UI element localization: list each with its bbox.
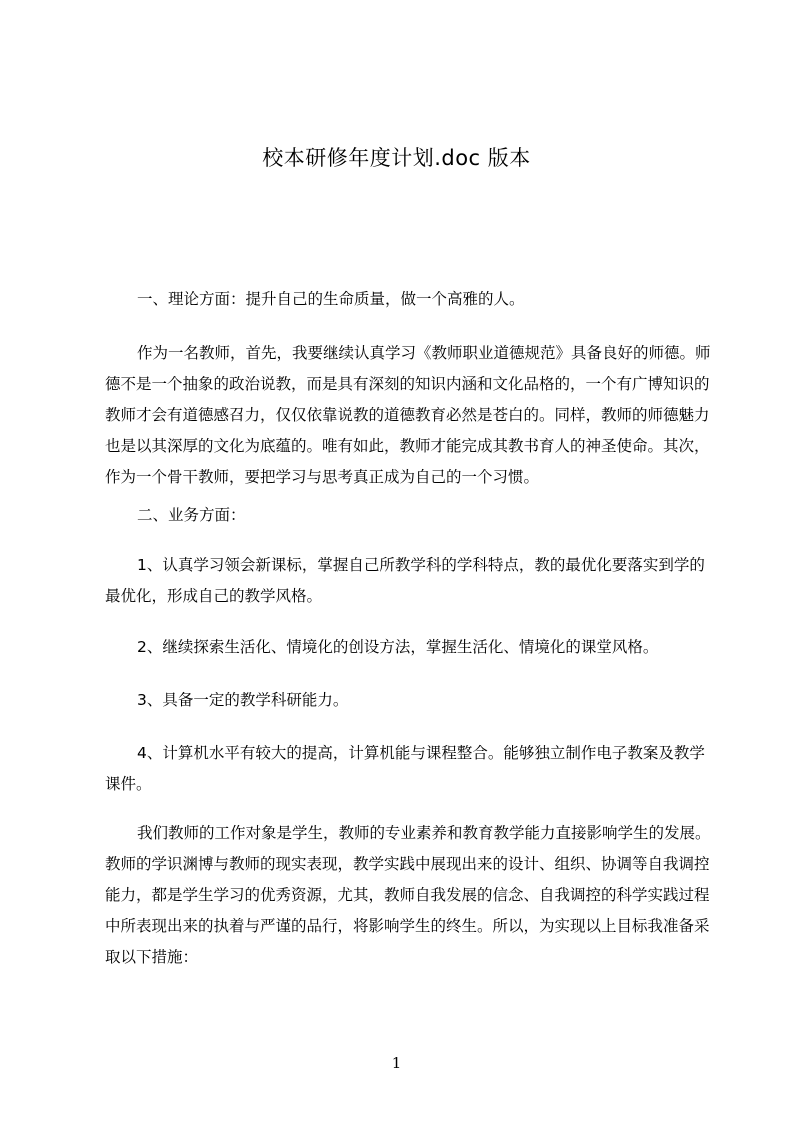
list-item-2: 2、继续探索生活化、情境化的创设方法，掌握生活化、情境化的课堂风格。: [137, 638, 659, 656]
paragraph-ethics: 作为一名教师，首先，我要继续认真学习《教师职业道德规范》具备良好的师德。师德不是一个抽象的政治说教，而是具有深刻的知识内涵和文化品格的，一个有广博知识的教师才会有道德感召力，仅仅依靠说教的道德教育必然是苍白的。同样，教师的师德魅力也是以其深厚的文化为底蕴的。唯有如此，教师才能完成其教书育人的神圣使命。其次，作为一个骨干教师，要把学习与思考真正成为自己的一个习惯。: [105, 344, 711, 486]
page-number: 1: [391, 1054, 402, 1072]
list-item-1: 1、认真学习领会新课标，掌握自己所教学科的学科特点，教的最优化要落实到学的最优化，形成自己的教学风格。: [105, 556, 705, 605]
paragraph-students: 我们教师的工作对象是学生，教师的专业素养和教育教学能力直接影响学生的发展。教师的学识渊博与教师的现实表现，教学实践中展现出来的设计、组织、协调等自我调控能力，都是学生学习的优秀资源，尤其，教师自我发展的信念、自我调控的科学实践过程中所表现出来的执着与严谨的品行，将影响学生的终生。所以，为实现以上目标我准备采取以下措施：: [105, 824, 711, 966]
list-item-4: 4、计算机水平有较大的提高，计算机能与课程整合。能够独立制作电子教案及教学课件。: [105, 744, 705, 793]
list-item-3: 3、具备一定的教学科研能力。: [137, 691, 349, 709]
section-heading-business: 二、业务方面：: [137, 506, 246, 524]
section-heading-theory: 一、理论方面：提升自己的生命质量，做一个高雅的人。: [137, 290, 525, 308]
document-title: 校本研修年度计划.doc 版本: [262, 146, 531, 170]
